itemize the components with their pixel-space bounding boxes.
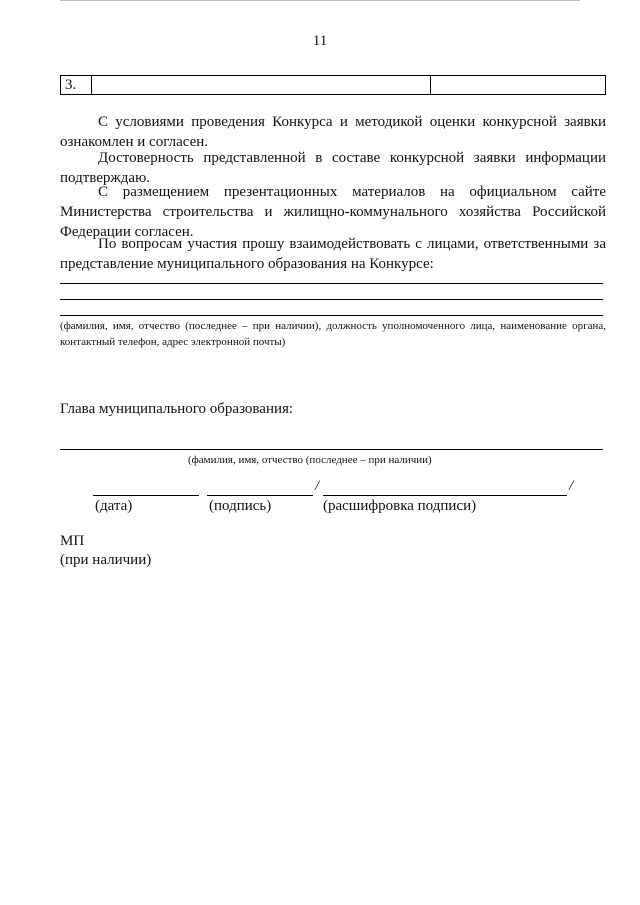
stamp-mp: МП <box>60 533 85 549</box>
head-fio-line[interactable] <box>60 449 603 450</box>
paragraph-contacts-request: По вопросам участия прошу взаимодействовать с лицами, ответственными за представление муниципального образования на Конкурсе: <box>60 236 606 272</box>
head-label: Глава муниципального образования: <box>60 401 294 417</box>
slash-separator-1: / <box>315 478 320 494</box>
date-label: (дата) <box>95 498 133 514</box>
paragraph-publication-consent: С размещением презентационных материалов на официальном сайте Министерства строительства и жилищно-коммунального хозяйства Российской Федерации согласен. <box>60 184 606 240</box>
table-cell-empty-2 <box>431 76 606 95</box>
paragraph-consent-conditions: С условиями проведения Конкурса и методикой оценки конкурсной заявки ознакомлен и согласен. <box>60 114 606 150</box>
contact-line-1[interactable] <box>60 283 603 284</box>
signature-decode-label: (расшифровка подписи) <box>323 498 477 514</box>
signature-line[interactable] <box>207 495 313 496</box>
scan-top-edge <box>60 0 580 1</box>
head-fio-caption: (фамилия, имя, отчество (последнее – при наличии) <box>188 454 432 466</box>
paragraph-reliability: Достоверность представленной в составе конкурсной заявки информации подтверждаю. <box>60 150 606 186</box>
contact-line-3[interactable] <box>60 315 603 316</box>
table-row-number: 3. <box>61 76 92 95</box>
page-number: 11 <box>312 33 328 49</box>
date-line[interactable] <box>93 495 199 496</box>
stamp-note: (при наличии) <box>60 552 152 568</box>
signature-label: (подпись) <box>209 498 272 514</box>
table-cell-empty-1 <box>92 76 431 95</box>
signature-decode-line[interactable] <box>323 495 567 496</box>
form-table-row <box>60 75 606 95</box>
slash-separator-2: / <box>569 478 574 494</box>
contact-caption: (фамилия, имя, отчество (последнее – при наличии), должность уполномоченного лица, наименование органа, контактный телефон, адрес электронной почты) <box>60 320 606 348</box>
contact-line-2[interactable] <box>60 299 603 300</box>
